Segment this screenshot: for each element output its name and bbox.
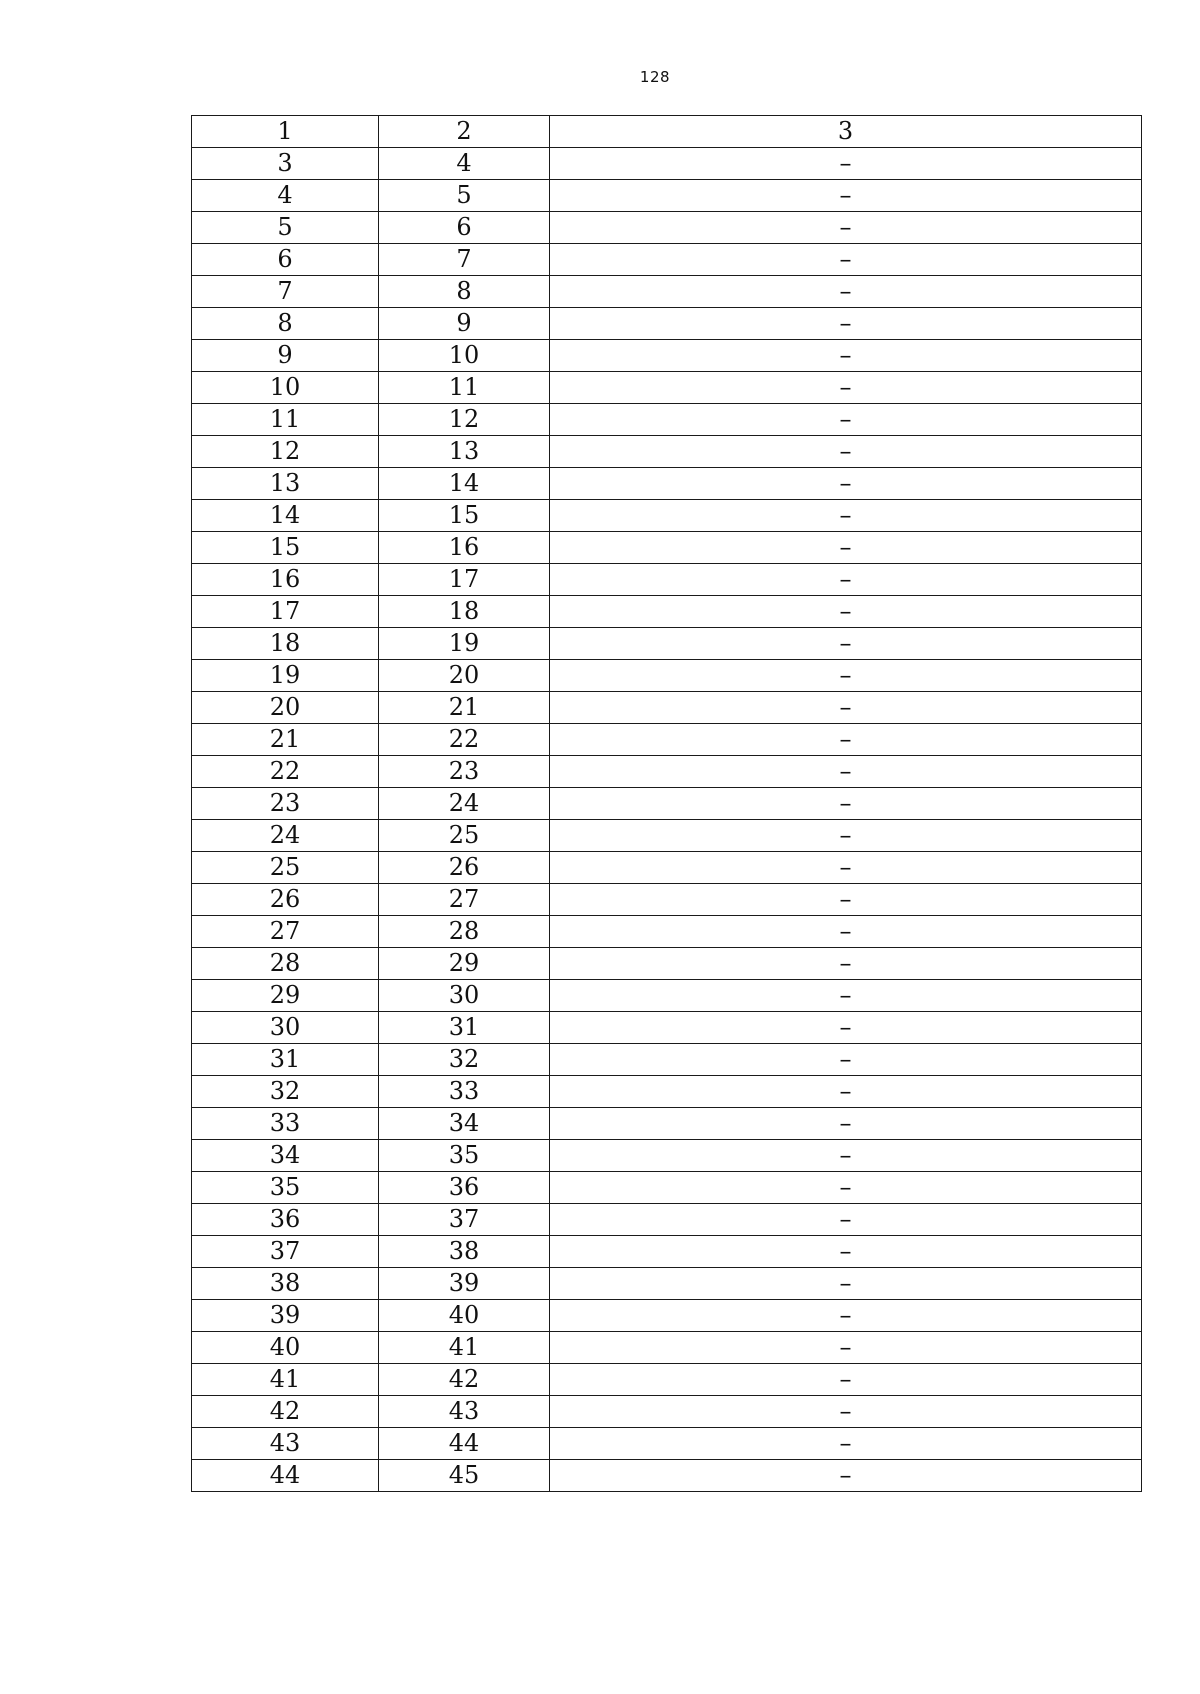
table-cell-col-1: 3 bbox=[192, 148, 379, 180]
table-cell-col-3: – bbox=[550, 1172, 1142, 1204]
table-cell-col-3: – bbox=[550, 692, 1142, 724]
table-cell-col-2: 27 bbox=[379, 884, 550, 916]
table-row bbox=[192, 1108, 1142, 1140]
table-cell-col-2: 44 bbox=[379, 1428, 550, 1460]
table-row bbox=[192, 948, 1142, 980]
table-row bbox=[192, 692, 1142, 724]
table-cell-col-1: 26 bbox=[192, 884, 379, 916]
table-row bbox=[192, 148, 1142, 180]
table-row bbox=[192, 436, 1142, 468]
table-cell-col-1: 28 bbox=[192, 948, 379, 980]
table-cell-col-3: – bbox=[550, 180, 1142, 212]
table-cell-col-1: 12 bbox=[192, 436, 379, 468]
table-cell-col-3: – bbox=[550, 1044, 1142, 1076]
table-cell-col-2: 42 bbox=[379, 1364, 550, 1396]
table-cell-col-1: 6 bbox=[192, 244, 379, 276]
table-cell-col-2: 4 bbox=[379, 148, 550, 180]
table-cell-col-2: 45 bbox=[379, 1460, 550, 1492]
table-body bbox=[192, 116, 1142, 1492]
table-cell-col-2: 23 bbox=[379, 756, 550, 788]
table-cell-col-1: 23 bbox=[192, 788, 379, 820]
table-cell-col-3: – bbox=[550, 468, 1142, 500]
table-cell-col-3: – bbox=[550, 1364, 1142, 1396]
table-cell-col-1: 5 bbox=[192, 212, 379, 244]
table-row bbox=[192, 404, 1142, 436]
table-cell-col-1: 41 bbox=[192, 1364, 379, 1396]
table-cell-col-2: 26 bbox=[379, 852, 550, 884]
table-cell-col-2: 11 bbox=[379, 372, 550, 404]
table-cell-col-2: 17 bbox=[379, 564, 550, 596]
table-cell-col-3: – bbox=[550, 1140, 1142, 1172]
table-cell-col-3: – bbox=[550, 596, 1142, 628]
table-row bbox=[192, 1044, 1142, 1076]
table-cell-col-3: – bbox=[550, 1268, 1142, 1300]
table-cell-col-2: 20 bbox=[379, 660, 550, 692]
table-cell-col-1: 44 bbox=[192, 1460, 379, 1492]
data-table bbox=[191, 115, 1142, 1492]
table-row bbox=[192, 1076, 1142, 1108]
table-cell-col-1: 39 bbox=[192, 1300, 379, 1332]
table-cell-col-3: – bbox=[550, 340, 1142, 372]
table-row bbox=[192, 1460, 1142, 1492]
table-row bbox=[192, 596, 1142, 628]
table-row bbox=[192, 276, 1142, 308]
table-cell-col-3: – bbox=[550, 660, 1142, 692]
table-cell-col-1: 10 bbox=[192, 372, 379, 404]
table-cell-col-1: 13 bbox=[192, 468, 379, 500]
table-row bbox=[192, 212, 1142, 244]
table-cell-col-1: 33 bbox=[192, 1108, 379, 1140]
table-cell-col-2: 34 bbox=[379, 1108, 550, 1140]
table-cell-col-2: 37 bbox=[379, 1204, 550, 1236]
table-cell-col-1: 22 bbox=[192, 756, 379, 788]
column-header-1: 1 bbox=[192, 116, 379, 148]
table-cell-col-2: 40 bbox=[379, 1300, 550, 1332]
table-cell-col-2: 35 bbox=[379, 1140, 550, 1172]
table-row bbox=[192, 1012, 1142, 1044]
table-row bbox=[192, 340, 1142, 372]
table-cell-col-2: 15 bbox=[379, 500, 550, 532]
table-cell-col-1: 7 bbox=[192, 276, 379, 308]
table-cell-col-1: 20 bbox=[192, 692, 379, 724]
table-row bbox=[192, 660, 1142, 692]
table-cell-col-3: – bbox=[550, 724, 1142, 756]
table-cell-col-2: 43 bbox=[379, 1396, 550, 1428]
table-cell-col-3: – bbox=[550, 756, 1142, 788]
table-cell-col-2: 38 bbox=[379, 1236, 550, 1268]
table-cell-col-1: 16 bbox=[192, 564, 379, 596]
table-cell-col-1: 11 bbox=[192, 404, 379, 436]
table-cell-col-2: 14 bbox=[379, 468, 550, 500]
page-number: 128 bbox=[639, 68, 671, 86]
table-row bbox=[192, 308, 1142, 340]
table-cell-col-2: 32 bbox=[379, 1044, 550, 1076]
table-cell-col-3: – bbox=[550, 404, 1142, 436]
table-cell-col-3: – bbox=[550, 628, 1142, 660]
table-row bbox=[192, 468, 1142, 500]
table-row bbox=[192, 980, 1142, 1012]
table-cell-col-2: 22 bbox=[379, 724, 550, 756]
table-cell-col-1: 35 bbox=[192, 1172, 379, 1204]
table-cell-col-1: 43 bbox=[192, 1428, 379, 1460]
table-cell-col-1: 18 bbox=[192, 628, 379, 660]
table-cell-col-3: – bbox=[550, 1012, 1142, 1044]
table-cell-col-2: 21 bbox=[379, 692, 550, 724]
table-cell-col-3: – bbox=[550, 244, 1142, 276]
table-cell-col-3: – bbox=[550, 884, 1142, 916]
table-cell-col-1: 27 bbox=[192, 916, 379, 948]
table-row bbox=[192, 788, 1142, 820]
table-row bbox=[192, 916, 1142, 948]
table-cell-col-1: 24 bbox=[192, 820, 379, 852]
table-cell-col-3: – bbox=[550, 1428, 1142, 1460]
table-cell-col-3: – bbox=[550, 820, 1142, 852]
table-cell-col-2: 6 bbox=[379, 212, 550, 244]
table-cell-col-1: 29 bbox=[192, 980, 379, 1012]
table-cell-col-3: – bbox=[550, 916, 1142, 948]
table-cell-col-2: 9 bbox=[379, 308, 550, 340]
table-row bbox=[192, 1268, 1142, 1300]
table-cell-col-2: 33 bbox=[379, 1076, 550, 1108]
table-cell-col-3: – bbox=[550, 212, 1142, 244]
table-cell-col-3: – bbox=[550, 948, 1142, 980]
table-cell-col-2: 24 bbox=[379, 788, 550, 820]
table-cell-col-3: – bbox=[550, 308, 1142, 340]
table-cell-col-1: 38 bbox=[192, 1268, 379, 1300]
table-cell-col-3: – bbox=[550, 1460, 1142, 1492]
table-cell-col-3: – bbox=[550, 500, 1142, 532]
table-row bbox=[192, 532, 1142, 564]
table-row bbox=[192, 1236, 1142, 1268]
table-cell-col-2: 28 bbox=[379, 916, 550, 948]
table-row bbox=[192, 1364, 1142, 1396]
table-cell-col-3: – bbox=[550, 372, 1142, 404]
table-cell-col-3: – bbox=[550, 276, 1142, 308]
table-cell-col-2: 39 bbox=[379, 1268, 550, 1300]
table-cell-col-2: 12 bbox=[379, 404, 550, 436]
table-row bbox=[192, 1332, 1142, 1364]
table-cell-col-3: – bbox=[550, 564, 1142, 596]
table-cell-col-2: 18 bbox=[379, 596, 550, 628]
table-cell-col-2: 29 bbox=[379, 948, 550, 980]
table-row bbox=[192, 1396, 1142, 1428]
table-row bbox=[192, 244, 1142, 276]
table-cell-col-1: 21 bbox=[192, 724, 379, 756]
table-cell-col-3: – bbox=[550, 1396, 1142, 1428]
table-cell-col-1: 40 bbox=[192, 1332, 379, 1364]
table-cell-col-2: 41 bbox=[379, 1332, 550, 1364]
table-cell-col-2: 7 bbox=[379, 244, 550, 276]
table-header-row bbox=[192, 116, 1142, 148]
table-cell-col-2: 31 bbox=[379, 1012, 550, 1044]
table-cell-col-3: – bbox=[550, 852, 1142, 884]
table-row bbox=[192, 820, 1142, 852]
table-cell-col-1: 36 bbox=[192, 1204, 379, 1236]
table-cell-col-3: – bbox=[550, 532, 1142, 564]
column-header-2: 2 bbox=[379, 116, 550, 148]
table-cell-col-2: 36 bbox=[379, 1172, 550, 1204]
table-cell-col-2: 19 bbox=[379, 628, 550, 660]
table-cell-col-1: 34 bbox=[192, 1140, 379, 1172]
table-cell-col-1: 14 bbox=[192, 500, 379, 532]
table-cell-col-3: – bbox=[550, 1236, 1142, 1268]
table-cell-col-3: – bbox=[550, 980, 1142, 1012]
table-cell-col-2: 25 bbox=[379, 820, 550, 852]
table-cell-col-1: 37 bbox=[192, 1236, 379, 1268]
table-cell-col-3: – bbox=[550, 148, 1142, 180]
table-cell-col-1: 31 bbox=[192, 1044, 379, 1076]
table-cell-col-1: 25 bbox=[192, 852, 379, 884]
table-row bbox=[192, 564, 1142, 596]
table-row bbox=[192, 628, 1142, 660]
column-header-3: 3 bbox=[550, 116, 1142, 148]
table-row bbox=[192, 724, 1142, 756]
table-row bbox=[192, 1204, 1142, 1236]
table-cell-col-1: 42 bbox=[192, 1396, 379, 1428]
table-cell-col-3: – bbox=[550, 1076, 1142, 1108]
table-cell-col-2: 8 bbox=[379, 276, 550, 308]
table-cell-col-1: 17 bbox=[192, 596, 379, 628]
table-cell-col-3: – bbox=[550, 1300, 1142, 1332]
table-row bbox=[192, 1428, 1142, 1460]
table-cell-col-1: 30 bbox=[192, 1012, 379, 1044]
table-cell-col-2: 10 bbox=[379, 340, 550, 372]
table-cell-col-2: 30 bbox=[379, 980, 550, 1012]
table-cell-col-3: – bbox=[550, 1332, 1142, 1364]
table-cell-col-1: 4 bbox=[192, 180, 379, 212]
table-row bbox=[192, 180, 1142, 212]
table-row bbox=[192, 1140, 1142, 1172]
table-cell-col-3: – bbox=[550, 436, 1142, 468]
table-cell-col-2: 13 bbox=[379, 436, 550, 468]
table-row bbox=[192, 372, 1142, 404]
table-cell-col-3: – bbox=[550, 1108, 1142, 1140]
table-cell-col-2: 16 bbox=[379, 532, 550, 564]
table-cell-col-1: 32 bbox=[192, 1076, 379, 1108]
table-row bbox=[192, 1172, 1142, 1204]
table-cell-col-1: 15 bbox=[192, 532, 379, 564]
table-row bbox=[192, 884, 1142, 916]
table-cell-col-1: 9 bbox=[192, 340, 379, 372]
table-cell-col-1: 8 bbox=[192, 308, 379, 340]
table-cell-col-3: – bbox=[550, 788, 1142, 820]
table-row bbox=[192, 852, 1142, 884]
table-row bbox=[192, 1300, 1142, 1332]
table-row bbox=[192, 500, 1142, 532]
table-cell-col-2: 5 bbox=[379, 180, 550, 212]
table-cell-col-1: 19 bbox=[192, 660, 379, 692]
table-cell-col-3: – bbox=[550, 1204, 1142, 1236]
table-row bbox=[192, 756, 1142, 788]
